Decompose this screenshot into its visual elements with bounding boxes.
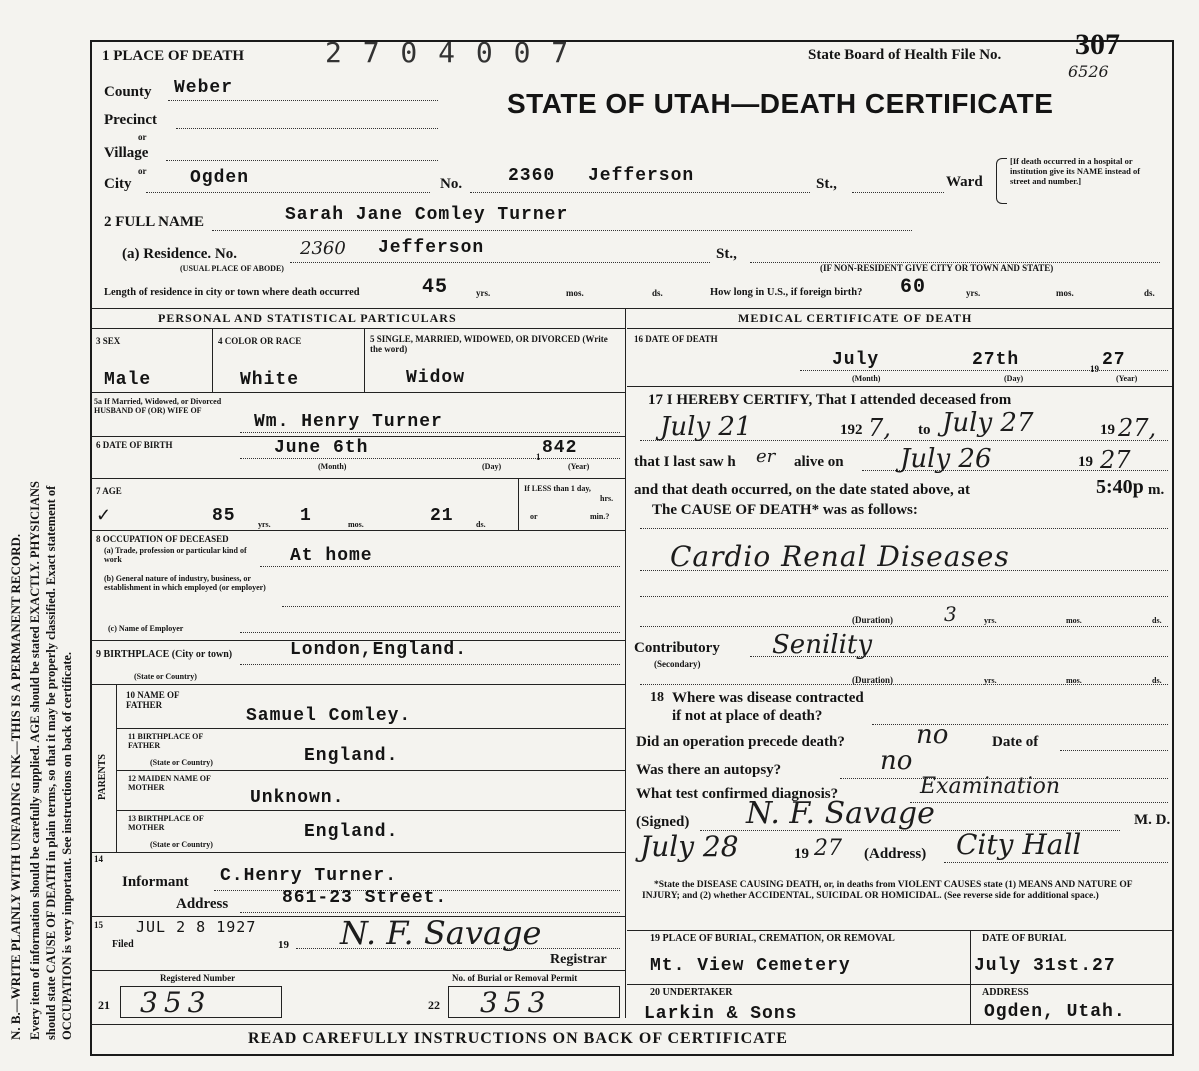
county-label: County [104, 84, 152, 100]
medical-section-title: MEDICAL CERTIFICATE OF DEATH [738, 311, 973, 325]
father-name-value: Samuel Comley. [246, 706, 412, 726]
operation-label: Did an operation precede death? [636, 734, 845, 750]
age-label: 7 AGE [96, 486, 122, 496]
attended-from-date: July 21 [660, 412, 752, 442]
physician-signature: N. F. Savage [746, 796, 935, 831]
village-label: Village [104, 145, 149, 161]
ds-label-2: ds. [1144, 288, 1155, 298]
number-label: No. [440, 176, 463, 192]
sex-value: Male [104, 370, 152, 390]
contrib-yrs-caption: yrs. [984, 676, 997, 685]
informant-address-label: Address [176, 896, 229, 912]
street-suffix: St., [816, 176, 837, 192]
father-state-caption: (State or Country) [150, 758, 213, 767]
contributory-value: Senility [772, 630, 873, 660]
certify-line: 17 I HEREBY CERTIFY, That I attended deceased from [648, 392, 1012, 408]
dob-month-day: June 6th [274, 438, 369, 458]
date-of-death-label: 16 DATE OF DEATH [634, 334, 718, 344]
last-saw-date: July 26 [900, 444, 992, 474]
last-saw-year: 27 [1100, 446, 1131, 474]
filed-stamp: JUL 2 8 1927 [136, 918, 257, 936]
dob-label: 6 DATE OF BIRTH [96, 440, 173, 450]
md-label: M. D. [1134, 812, 1171, 828]
undertaker-address-value: Ogden, Utah. [984, 1002, 1126, 1022]
sign-year: 27 [814, 836, 842, 861]
birthplace-state-caption: (State or Country) [134, 672, 197, 681]
mos-label-2: mos. [1056, 288, 1074, 298]
full-name-label: 2 FULL NAME [104, 214, 205, 230]
city-label: City [104, 176, 132, 192]
diagnosis-test-value: Examination [920, 774, 1061, 799]
non-resident-caption: (IF NON-RESIDENT GIVE CITY OR TOWN AND STATE) [820, 263, 1054, 273]
attended-to-year: 27, [1118, 414, 1157, 442]
mother-birthplace-value: England. [304, 822, 399, 842]
death-occurred-label: and that death occurred, on the date stated above, at [634, 482, 970, 498]
death-year-caption: (Year) [1116, 374, 1138, 383]
burial-permit-label: No. of Burial or Removal Permit [452, 973, 578, 983]
attended-to-date: July 27 [942, 408, 1034, 438]
precinct-label: Precinct [104, 112, 158, 128]
certificate-title: STATE OF UTAH—DEATH CERTIFICATE [507, 88, 1054, 119]
age-days: 21 [430, 506, 454, 526]
length-residence-label: Length of residence in city or town where death occurred [104, 287, 360, 298]
age-yrs-caption: yrs. [258, 520, 271, 529]
death-year: 27 [1102, 350, 1126, 370]
item-22-label: 22 [428, 998, 440, 1012]
duration-ds-caption: ds. [1152, 616, 1162, 625]
physician-address-value: City Hall [956, 828, 1082, 861]
serial-number: 2 7 0 4 0 0 7 [325, 36, 571, 69]
mother-name-value: Unknown. [250, 788, 345, 808]
street-number: 2360 [508, 166, 556, 186]
contrib-ds-caption: ds. [1152, 676, 1162, 685]
dob-month-caption: (Month) [318, 462, 347, 471]
autopsy-value: no [880, 746, 913, 776]
secondary-caption: (Secondary) [654, 659, 701, 669]
dob-year-caption: (Year) [568, 462, 590, 471]
death-time-suffix: m. [1148, 482, 1165, 498]
registrar-label: Registrar [550, 952, 607, 967]
street-name: Jefferson [588, 166, 695, 186]
state-file-sub: 6526 [1068, 62, 1109, 81]
registered-number-value: 353 [140, 986, 212, 1019]
filed-label: Filed [112, 939, 134, 950]
marital-value: Widow [406, 368, 466, 388]
registered-number-label: Registered Number [160, 973, 236, 983]
spouse-value: Wm. Henry Turner [254, 412, 443, 432]
color-value: White [240, 370, 300, 390]
margin-note-3: should state CAUSE OF DEATH in plain terms, so that it may be properly classified. Exact statement of [44, 485, 58, 1040]
death-year-prefix: 19 [1090, 364, 1099, 374]
dob-day-caption: (Day) [482, 462, 502, 471]
yrs-label: yrs. [476, 288, 491, 298]
ds-label: ds. [652, 288, 663, 298]
last-saw-pronoun: er [756, 446, 776, 467]
occupation-label: 8 OCCUPATION OF DECEASED [96, 534, 229, 544]
item-14-label: 14 [94, 854, 103, 864]
ward-note: [If death occurred in a hospital or institution give its NAME instead of street and number.] [1010, 156, 1141, 186]
how-long-us-value: 60 [900, 276, 927, 299]
birthplace-value: London,England. [290, 640, 468, 660]
signed-label: (Signed) [636, 814, 690, 830]
hrs-caption: hrs. [600, 494, 614, 503]
residence-st-label: St., [716, 246, 737, 262]
occupation-a-label: (a) Trade, profession or particular kind of work [104, 546, 247, 564]
mother-birthplace-label: 13 BIRTHPLACE OF MOTHER [128, 814, 204, 832]
duration-yrs-caption: yrs. [984, 616, 997, 625]
filed-19-label: 19 [278, 939, 289, 951]
marital-label: 5 SINGLE, MARRIED, WIDOWED, OR DIVORCED (Write the word) [370, 334, 608, 354]
informant-label: Informant [122, 874, 189, 890]
age-ds-caption: ds. [476, 520, 486, 529]
item-21-label: 21 [98, 998, 110, 1012]
contributory-label: Contributory [634, 640, 720, 656]
attended-to-label: to [918, 422, 931, 438]
parents-label: PARENTS [97, 754, 108, 800]
duration-mos-caption: mos. [1066, 616, 1082, 625]
last-saw-alive-label: alive on [794, 454, 844, 470]
yrs-label-2: yrs. [966, 288, 981, 298]
residence-street: Jefferson [378, 238, 485, 258]
state-file-label: State Board of Health File No. [808, 47, 1002, 63]
birthplace-label: 9 BIRTHPLACE (City or town) [96, 649, 233, 660]
death-day-caption: (Day) [1004, 374, 1024, 383]
residence-label: (a) Residence. No. [122, 246, 237, 262]
contrib-mos-caption: mos. [1066, 676, 1082, 685]
attended-from-year: 7, [868, 414, 891, 442]
contracted-label: Where was disease contracted [672, 690, 864, 706]
less-than-day-label: If LESS than 1 day, [524, 484, 591, 493]
attended-from-19: 192 [840, 422, 863, 438]
death-time: 5:40p [1096, 476, 1144, 498]
usual-place-caption: (USUAL PLACE OF ABODE) [180, 264, 284, 273]
burial-place-label: 19 PLACE OF BURIAL, CREMATION, OR REMOVAL [650, 933, 895, 944]
death-month-caption: (Month) [852, 374, 881, 383]
undertaker-label: 20 UNDERTAKER [650, 987, 733, 998]
registrar-signature: N. F. Savage [340, 914, 542, 952]
age-check: ✓ [96, 505, 112, 525]
cause-footnote: *State the DISEASE CAUSING DEATH, or, in deaths from VIOLENT CAUSES state (1) MEANS AND NATURE OF INJURY; and (2) whether ACCIDENTAL, SUICIDAL OR HOMICIDAL. (See reverse side for additional space.) [642, 880, 1133, 901]
residence-number: 2360 [300, 238, 346, 259]
father-birthplace-label: 11 BIRTHPLACE OF FATHER [128, 732, 203, 750]
burial-date-label: DATE OF BURIAL [982, 933, 1067, 944]
color-label: 4 COLOR OR RACE [218, 336, 302, 346]
mother-state-caption: (State or Country) [150, 840, 213, 849]
last-saw-19: 19 [1078, 454, 1093, 470]
age-years: 85 [212, 506, 236, 526]
county-value: Weber [174, 78, 234, 98]
length-residence-value: 45 [422, 276, 449, 299]
undertaker-value: Larkin & Sons [644, 1004, 798, 1024]
duration-value: 3 [944, 602, 957, 626]
min-caption: min.? [590, 512, 610, 521]
personal-section-title: PERSONAL AND STATISTICAL PARTICULARS [158, 311, 457, 325]
duration-caption: (Duration) [852, 615, 893, 625]
sign-19: 19 [794, 846, 809, 862]
death-day: 27th [972, 350, 1020, 370]
occupation-value: At home [290, 546, 373, 566]
operation-date-label: Date of [992, 734, 1039, 750]
dob-year: 842 [542, 438, 578, 458]
place-of-death-label: 1 PLACE OF DEATH [102, 48, 245, 64]
last-saw-label: that I last saw h [634, 454, 736, 470]
item-15-label: 15 [94, 920, 103, 930]
occupation-b-label: (b) General nature of industry, business, or establishment in which employed (or employer) [104, 574, 266, 592]
diagnosis-test-label: What test confirmed diagnosis? [636, 786, 839, 802]
margin-note-2: Every item of information should be carefully supplied. AGE should be stated EXACTLY. PHYSICIANS [28, 481, 42, 1040]
attended-to-19: 19 [1100, 422, 1115, 438]
or-label-2: or [138, 166, 147, 176]
physician-address-label: (Address) [864, 846, 927, 862]
employer-label: (c) Name of Employer [108, 624, 184, 633]
cause-label: The CAUSE OF DEATH* was as follows: [652, 502, 918, 518]
father-name-label: 10 NAME OF FATHER [126, 690, 180, 710]
sex-label: 3 SEX [96, 336, 121, 346]
footer-instructions: READ CAREFULLY INSTRUCTIONS ON BACK OF CERTIFICATE [248, 1030, 788, 1047]
father-birthplace-value: England. [304, 746, 399, 766]
death-month: July [832, 350, 880, 370]
contrib-duration-caption: (Duration) [852, 675, 893, 685]
burial-place-value: Mt. View Cemetery [650, 956, 851, 976]
full-name-value: Sarah Jane Comley Turner [285, 205, 569, 225]
informant-address-value: 861-23 Street. [282, 888, 448, 908]
undertaker-address-label: ADDRESS [982, 987, 1029, 998]
margin-note-1: N. B.—WRITE PLAINLY WITH UNFADING INK—THIS IS A PERMANENT RECORD. [8, 533, 23, 1040]
mother-name-label: 12 MAIDEN NAME OF MOTHER [128, 774, 211, 792]
not-at-place-label: if not at place of death? [672, 708, 823, 724]
age-months: 1 [300, 506, 312, 526]
autopsy-label: Was there an autopsy? [636, 762, 782, 778]
item-18-label: 18 [650, 690, 664, 705]
operation-value: no [916, 720, 949, 750]
mos-label: mos. [566, 288, 584, 298]
margin-note-4: OCCUPATION is very important. See instructions on back of certificate. [60, 651, 74, 1040]
age-mos-caption: mos. [348, 520, 364, 529]
signature-date: July 28 [640, 830, 739, 863]
ward-label: Ward [946, 174, 983, 190]
burial-date-value: July 31st.27 [974, 956, 1116, 976]
state-file-number: 307 [1075, 28, 1120, 61]
cause-of-death: Cardio Renal Diseases [670, 540, 1010, 573]
how-long-us-label: How long in U.S., if foreign birth? [710, 287, 863, 298]
informant-value: C.Henry Turner. [220, 866, 398, 886]
or-min-caption: or [530, 512, 538, 521]
or-label-1: or [138, 132, 147, 142]
spouse-label: 5a If Married, Widowed, or Divorced HUSBAND OF (OR) WIFE OF [94, 397, 222, 415]
city-value: Ogden [190, 168, 250, 188]
dob-year-prefix: 1 [536, 452, 541, 462]
burial-permit-value: 353 [480, 986, 552, 1019]
